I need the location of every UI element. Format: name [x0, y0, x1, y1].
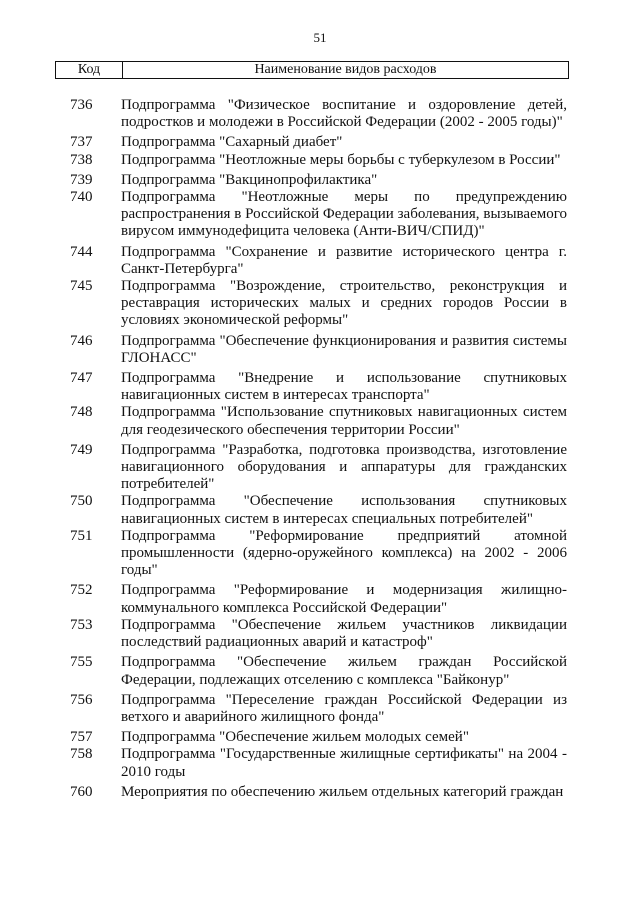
row-code: 752	[70, 582, 93, 599]
row-text: Подпрограмма "Внедрение и использование спутниковых навигационных систем в интересах транспорта"	[121, 370, 567, 404]
page-number: 51	[313, 30, 327, 45]
row-code: 744	[70, 243, 93, 260]
table-row	[0, 442, 640, 494]
row-code: 736	[70, 97, 93, 113]
table-row	[0, 692, 640, 726]
table-row	[0, 370, 640, 404]
table-row	[0, 404, 640, 438]
row-text: Подпрограмма "Разработка, подготовка производства, изготовление навигационного оборудования и аппаратуры для гражданских потребителей"	[121, 441, 567, 493]
table-row	[0, 333, 640, 367]
name-column-header: Наименование видов расходов	[254, 62, 437, 77]
row-text: Подпрограмма "Обеспечение функционирования и развития системы ГЛОНАСС"	[121, 332, 567, 366]
row-text: Подпрограмма "Сахарный диабет"	[121, 134, 343, 151]
table-row	[0, 493, 640, 527]
table-row	[0, 278, 640, 330]
row-code: 751	[70, 527, 93, 544]
table-row	[0, 746, 640, 780]
row-code: 745	[70, 278, 93, 295]
row-text: Подпрограмма "Обеспечение жильем граждан Российской Федерации, подлежащих отселению с комплекса "Байконур"	[121, 654, 567, 688]
row-code: 747	[70, 370, 93, 387]
row-code: 749	[70, 441, 93, 458]
code-column-header: Код	[56, 62, 123, 78]
row-code: 760	[70, 783, 93, 800]
table-row	[0, 784, 640, 801]
row-text: Подпрограмма "Обеспечение жильем молодых семей"	[121, 729, 469, 746]
row-code: 746	[70, 332, 93, 349]
row-code: 740	[70, 189, 93, 206]
row-code: 738	[70, 151, 93, 168]
row-text: Подпрограмма "Вакцинопрофилактика"	[121, 171, 378, 188]
row-text: Подпрограмма "Сохранение и развитие исторического центра г. Санкт-Петербурга"	[121, 243, 567, 277]
table-row	[0, 528, 640, 580]
row-text: Подпрограмма "Переселение граждан Российской Федерации из ветхого и аварийного жилищного фонда"	[121, 691, 567, 725]
row-text: Подпрограмма "Обеспечение жильем участников ликвидации последствий радиационных аварий и катастроф"	[121, 616, 567, 651]
table-row	[0, 729, 640, 746]
table-row	[0, 582, 640, 616]
table-row	[0, 654, 640, 688]
row-text: Подпрограмма "Реформирование и модернизация жилищно-коммунального комплекса Российской Федерации"	[121, 582, 567, 616]
row-text: Мероприятия по обеспечению жильем отдельных категорий граждан	[121, 783, 564, 800]
table-row	[0, 134, 640, 151]
row-code: 739	[70, 171, 93, 188]
row-code: 748	[70, 404, 93, 421]
table-header	[55, 61, 569, 79]
row-text: Подпрограмма "Неотложные меры борьбы с туберкулезом в России"	[121, 151, 561, 168]
row-code: 753	[70, 616, 93, 633]
row-code: 757	[70, 729, 93, 746]
row-text: Подпрограмма "Реформирование предприятий атомной промышленности (ядерно-оружейного комплекса) на 2002 - 2006 годы"	[121, 527, 567, 579]
row-code: 750	[70, 493, 93, 510]
row-text: Подпрограмма "Использование спутниковых навигационных систем для геодезического обеспечения территории России"	[121, 404, 567, 438]
row-text: Подпрограмма "Физическое воспитание и оздоровление детей, подростков и молодежи в Российской Федерации (2002 - 2005 годы)"	[121, 97, 567, 131]
row-text: Подпрограмма "Неотложные меры по предупреждению распространения в Российской Федерации заболевания, вызываемого вирусом иммунодефицита человека (Анти-ВИЧ/СПИД)"	[121, 189, 567, 240]
expense-table	[0, 97, 640, 801]
table-row	[0, 152, 640, 169]
row-code: 755	[70, 654, 93, 671]
table-row	[0, 189, 640, 241]
row-text: Подпрограмма "Обеспечение использования спутниковых навигационных систем в интересах специальных потребителей"	[121, 493, 567, 527]
table-row	[0, 97, 640, 131]
row-text: Подпрограмма "Возрождение, строительство, реконструкция и реставрация исторических малых и средних городов России в условиях экономической реформы"	[121, 278, 567, 329]
row-text: Подпрограмма "Государственные жилищные сертификаты" на 2004 - 2010 годы	[121, 746, 567, 780]
row-code: 758	[70, 746, 93, 763]
table-row	[0, 244, 640, 278]
row-code: 737	[70, 134, 93, 151]
table-row	[0, 172, 640, 189]
table-row	[0, 617, 640, 651]
row-code: 756	[70, 691, 93, 708]
